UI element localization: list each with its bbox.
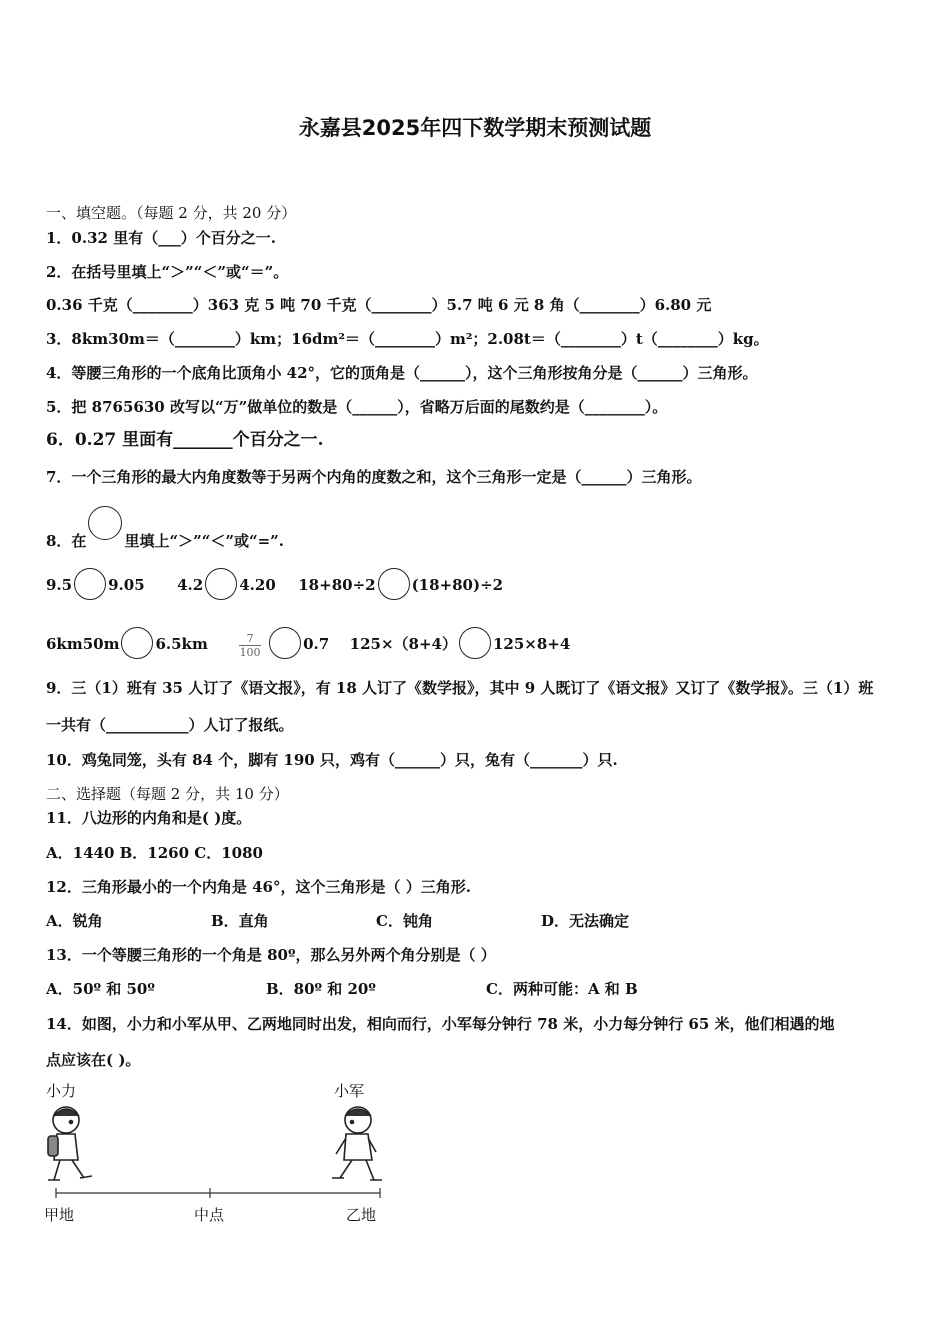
question-13-options (46, 979, 638, 999)
answer-circle-icon[interactable] (121, 627, 153, 659)
boy-walking-left-icon (332, 1107, 382, 1180)
boy-walking-right-icon (48, 1107, 92, 1180)
option-a[interactable]: A．50º 和 50º (46, 980, 155, 998)
meeting-point-figure (40, 1076, 400, 1236)
start-point-label: 甲地 (44, 1206, 75, 1224)
option-b[interactable]: B．80º 和 20º (266, 980, 376, 998)
question-11-options: A．1440 B．1260 C．1080 (46, 844, 263, 862)
answer-circle-icon[interactable] (205, 568, 237, 600)
question-2-items: 0.36 千克（________）363 克 5 吨 70 千克（________）5.7 吨 6 元 8 角（________）6.80 元 (46, 296, 712, 314)
compare-term: 9.5 (46, 576, 73, 594)
question-7: 7．一个三角形的最大内角度数等于另两个内角的度数之和，这个三角形一定是（______）三角形。 (46, 468, 702, 486)
question-8 (46, 506, 284, 551)
question-3: 3．8km30m＝（________）km；16dm²＝（________）m²；2.08t＝（________）t（________）kg。 (46, 330, 769, 348)
question-6: 6．0.27 里面有_______个百分之一. (46, 430, 324, 450)
question-9-line-1: 9．三（1）班有 35 人订了《语文报》，有 18 人订了《数学报》，其中 9 人既订了《语文报》又订了《数学报》。三（1）班 (46, 679, 874, 697)
answer-circle-icon[interactable] (74, 568, 106, 600)
question-10: 10．鸡兔同笼，头有 84 个，脚有 190 只，鸡有（______）只，兔有（_______）只. (46, 751, 618, 769)
answer-circle-icon[interactable] (459, 627, 491, 659)
option-b[interactable]: B．直角 (211, 912, 269, 930)
question-11: 11．八边形的内角和是( )度。 (46, 809, 252, 827)
compare-term: 18+80÷2 (298, 576, 376, 594)
fraction (239, 632, 261, 659)
question-5: 5．把 8765630 改写以“万”做单位的数是（______），省略万后面的尾数约是（________）。 (46, 398, 668, 416)
question-8-prefix: 8．在 (46, 532, 87, 550)
compare-term: (18+80)÷2 (411, 576, 504, 594)
question-8-row-1 (46, 568, 503, 600)
page-title: 永嘉县2025年四下数学期末预测试题 (298, 116, 652, 140)
question-1: 1．0.32 里有（___）个百分之一. (46, 229, 276, 247)
fraction-denominator: 100 (239, 645, 261, 659)
answer-circle-icon[interactable] (269, 627, 301, 659)
section-2-heading: 二、选择题（每题 2 分，共 10 分） (46, 785, 289, 803)
question-2: 2．在括号里填上“＞”“＜”或“＝”。 (46, 263, 289, 281)
compare-term: 4.20 (239, 576, 276, 594)
midpoint-label: 中点 (194, 1206, 225, 1224)
compare-circle-icon (88, 506, 122, 540)
option-a[interactable]: A．锐角 (46, 912, 103, 930)
end-point-label: 乙地 (346, 1206, 377, 1224)
compare-term: 0.7 (303, 635, 330, 653)
question-12-options (46, 911, 629, 931)
question-14-line-1: 14．如图，小力和小军从甲、乙两地同时出发，相向而行，小军每分钟行 78 米，小力每分钟行 65 米，他们相遇的地 (46, 1015, 835, 1033)
question-13: 13．一个等腰三角形的一个角是 80º，那么另外两个角分别是（ ） (46, 946, 496, 964)
question-12: 12．三角形最小的一个内角是 46°，这个三角形是（ ）三角形. (46, 878, 471, 896)
compare-term: 6km50m (46, 635, 120, 653)
compare-term: 125×8+4 (492, 635, 571, 653)
compare-term: 9.05 (108, 576, 145, 594)
right-person-label: 小军 (334, 1082, 365, 1100)
question-14-line-2: 点应该在( )。 (46, 1051, 141, 1069)
option-c[interactable]: C．钝角 (376, 912, 433, 930)
question-9-line-2: 一共有（___________）人订了报纸。 (46, 716, 294, 734)
compare-term: 6.5km (155, 635, 208, 653)
answer-circle-icon[interactable] (378, 568, 410, 600)
compare-term: 4.2 (177, 576, 204, 594)
left-person-label: 小力 (46, 1082, 77, 1100)
fraction-numerator: 7 (246, 631, 254, 645)
option-c[interactable]: C．两种可能：A 和 B (486, 980, 638, 998)
question-8-suffix: 里填上“＞”“＜”或“=”. (124, 532, 284, 550)
question-8-row-2 (46, 627, 570, 659)
question-4: 4．等腰三角形的一个底角比顶角小 42°，它的顶角是（______），这个三角形按角分是（______）三角形。 (46, 364, 758, 382)
option-d[interactable]: D．无法确定 (541, 912, 630, 930)
section-1-heading: 一、填空题。（每题 2 分，共 20 分） (46, 204, 297, 222)
compare-term: 125×（8+4） (349, 635, 457, 653)
